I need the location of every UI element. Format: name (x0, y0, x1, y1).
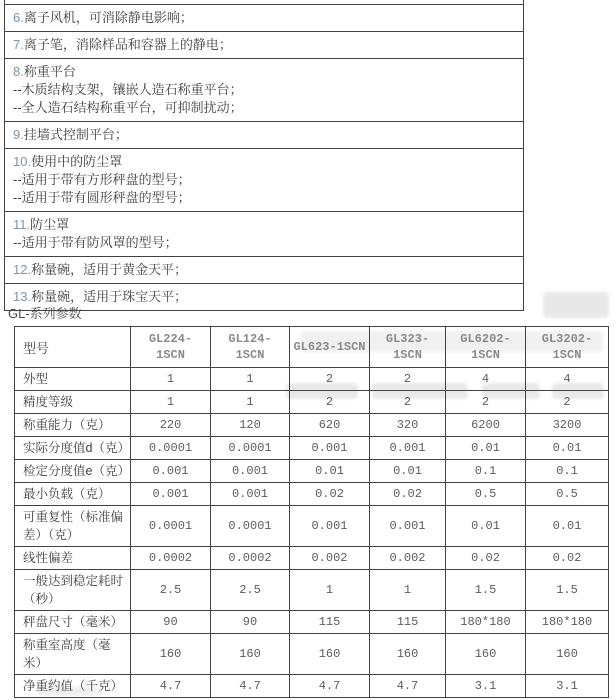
spec-value: 0.002 (290, 547, 370, 570)
item-number: 10. (13, 154, 32, 169)
spec-value: 1 (211, 391, 290, 414)
spec-value: 0.5 (446, 483, 526, 506)
item-number: 8. (13, 64, 24, 79)
spec-row (15, 414, 609, 437)
model-name (370, 327, 446, 368)
spec-value: 0.002 (370, 547, 446, 570)
spec-value: 0.1 (526, 460, 609, 483)
spec-table (14, 326, 609, 698)
spec-value: 620 (290, 414, 370, 437)
spec-value: 0.001 (370, 506, 446, 547)
spec-value: 2 (370, 368, 446, 391)
spec-table-head (15, 327, 609, 368)
model-name-line: 1SCN (393, 348, 422, 362)
spec-row-label: 净重约值（千克） (15, 675, 131, 698)
model-name-line: GL224- (148, 332, 193, 346)
accessory-line: --适用于带有防风罩的型号； (13, 235, 178, 250)
spec-value: 90 (211, 611, 290, 634)
accessory-line: 12.称量碗，适用于黄金天平； (13, 262, 188, 277)
accessory-line: 7.离子笔，消除样品和容器上的静电； (13, 37, 232, 52)
accessory-line: --木质结构支架，镶嵌人造石称重平台； (13, 82, 243, 97)
accessory-cell (5, 32, 524, 59)
spec-value: 180*180 (446, 611, 526, 634)
spec-value: 4.7 (131, 675, 211, 698)
item-number: 13. (13, 289, 32, 304)
item-number: 7. (13, 37, 24, 52)
spec-value: 0.01 (370, 460, 446, 483)
spec-value: 0.001 (131, 460, 211, 483)
accessory-line: --适用于带有方形秤盘的型号； (13, 172, 191, 187)
spec-row (15, 483, 609, 506)
spec-row-label: 称重室高度（毫米） (15, 634, 131, 675)
spec-value: 180*180 (526, 611, 609, 634)
spec-value: 4.7 (290, 675, 370, 698)
item-number: 6. (13, 10, 24, 25)
spec-row (15, 391, 609, 414)
spec-value: 1.5 (446, 570, 526, 611)
spec-value: 4.7 (370, 675, 446, 698)
spec-value: 0.01 (446, 506, 526, 547)
accessory-row (5, 149, 524, 212)
model-name (526, 327, 609, 368)
spec-row (15, 611, 609, 634)
spec-value: 0.001 (290, 506, 370, 547)
spec-value: 120 (211, 414, 290, 437)
spec-value: 160 (290, 634, 370, 675)
accessory-cell (5, 149, 524, 212)
model-name-line: 1SCN (156, 348, 185, 362)
spec-value: 0.02 (370, 483, 446, 506)
spec-value: 2 (290, 391, 370, 414)
spec-value: 0.02 (526, 547, 609, 570)
spec-value: 2.5 (211, 570, 290, 611)
spec-value: 2.5 (131, 570, 211, 611)
spec-value: 1 (131, 391, 211, 414)
accessory-row (5, 32, 524, 59)
spec-value: 1.5 (526, 570, 609, 611)
accessory-cell (5, 257, 524, 284)
accessory-row (5, 212, 524, 257)
spec-value: 2 (370, 391, 446, 414)
watermark-blob (543, 292, 609, 318)
spec-row-label: 称重能力（克） (15, 414, 131, 437)
spec-value: 2 (446, 391, 526, 414)
accessory-cell (5, 212, 524, 257)
spec-value: 0.0001 (131, 437, 211, 460)
spec-row-label: 实际分度值d（克） (15, 437, 131, 460)
spec-value: 3.1 (446, 675, 526, 698)
spec-value: 0.01 (290, 460, 370, 483)
spec-row (15, 547, 609, 570)
spec-value: 6200 (446, 414, 526, 437)
spec-value: 0.001 (370, 437, 446, 460)
accessory-row (5, 122, 524, 149)
model-name-line: GL323- (385, 332, 430, 346)
spec-value: 90 (131, 611, 211, 634)
model-name-line: GL124- (228, 332, 272, 346)
item-number: 11. (13, 217, 31, 232)
spec-value: 0.0001 (211, 506, 290, 547)
spec-value: 115 (290, 611, 370, 634)
accessories-table (4, 4, 524, 311)
spec-header-row (15, 327, 609, 368)
spec-value: 0.0001 (131, 506, 211, 547)
spec-value: 0.02 (290, 483, 370, 506)
spec-row (15, 460, 609, 483)
spec-value: 115 (370, 611, 446, 634)
spec-value: 3200 (526, 414, 609, 437)
spec-value: 4 (446, 368, 526, 391)
spec-value: 0.1 (446, 460, 526, 483)
accessory-cell (5, 122, 524, 149)
accessory-row (5, 5, 524, 32)
model-name-line: 1SCN (552, 348, 582, 362)
spec-row-label: 最小负载（克） (15, 483, 131, 506)
accessory-line: 9.挂墙式控制平台； (13, 127, 128, 142)
spec-value: 160 (370, 634, 446, 675)
spec-value: 0.001 (290, 437, 370, 460)
item-number: 12. (13, 262, 32, 277)
spec-value: 0.0002 (211, 547, 290, 570)
spec-row (15, 506, 609, 547)
spec-row-label: 秤盘尺寸（毫米） (15, 611, 131, 634)
accessory-cell (5, 5, 524, 32)
spec-value: 160 (211, 634, 290, 675)
item-number: 9. (13, 127, 24, 142)
model-name (131, 327, 211, 368)
model-name (290, 327, 370, 368)
spec-value: 2 (526, 391, 609, 414)
spec-row (15, 675, 609, 698)
accessory-row (5, 284, 524, 311)
spec-row-label: 检定分度值e（克） (15, 460, 131, 483)
model-name (446, 327, 526, 368)
spec-value: 4.7 (211, 675, 290, 698)
accessory-line: 11.防尘罩 (13, 217, 70, 232)
spec-value: 1 (290, 570, 370, 611)
accessory-line: 6.离子风机，可消除静电影响； (13, 10, 193, 25)
spec-row-label: 精度等级 (15, 391, 131, 414)
accessory-line: 13.称量碗，适用于珠宝天平； (13, 289, 188, 304)
accessory-line: 8.称重平台 (13, 64, 76, 79)
spec-value: 0.001 (211, 460, 290, 483)
spec-row-label: 线性偏差 (15, 547, 131, 570)
accessory-cell (5, 59, 524, 122)
spec-value: 0.0001 (211, 437, 290, 460)
accessory-line: 10.使用中的防尘罩 (13, 154, 123, 169)
accessory-cell (5, 284, 524, 311)
spec-value: 1 (131, 368, 211, 391)
spec-row (15, 634, 609, 675)
spec-value: 0.5 (526, 483, 609, 506)
spec-value: 0.01 (526, 506, 609, 547)
spec-row-label: 一般达到稳定耗时（秒） (15, 570, 131, 611)
spec-value: 0.01 (446, 437, 526, 460)
accessories-table-body (5, 5, 524, 311)
series-title: GL-系列参数 (8, 306, 82, 321)
spec-value: 220 (131, 414, 211, 437)
spec-row (15, 570, 609, 611)
spec-value: 160 (446, 634, 526, 675)
accessory-row (5, 59, 524, 122)
spec-value: 160 (131, 634, 211, 675)
spec-table-body (15, 368, 609, 698)
spec-value: 4 (526, 368, 609, 391)
spec-row (15, 368, 609, 391)
accessory-row (5, 257, 524, 284)
accessory-line: --全人造石结构称重平台，可抑制扰动； (13, 100, 243, 115)
spec-value: 3.1 (526, 675, 609, 698)
spec-value: 0.001 (131, 483, 211, 506)
spec-corner-label: 型号 (15, 327, 131, 368)
spec-row-label: 外型 (15, 368, 131, 391)
model-name (211, 327, 290, 368)
spec-value: 1 (370, 570, 446, 611)
model-name-line: 1SCN (235, 348, 265, 362)
spec-value: 1 (211, 368, 290, 391)
spec-value: 0.0002 (131, 547, 211, 570)
spec-value: 0.001 (211, 483, 290, 506)
spec-row-label: 可重复性（标准偏差）（克） (15, 506, 131, 547)
model-name-line: GL3202- (541, 332, 593, 346)
spec-row (15, 437, 609, 460)
model-name-line: GL6202- (460, 332, 511, 346)
spec-value: 0.01 (526, 437, 609, 460)
model-name-line: 1SCN (471, 348, 500, 362)
spec-value: 160 (526, 634, 609, 675)
spec-value: 2 (290, 368, 370, 391)
spec-value: 320 (370, 414, 446, 437)
spec-value: 0.02 (446, 547, 526, 570)
model-name-line: GL623-1SCN (293, 340, 366, 354)
accessory-line: --适用于带有圆形秤盘的型号； (13, 190, 191, 205)
